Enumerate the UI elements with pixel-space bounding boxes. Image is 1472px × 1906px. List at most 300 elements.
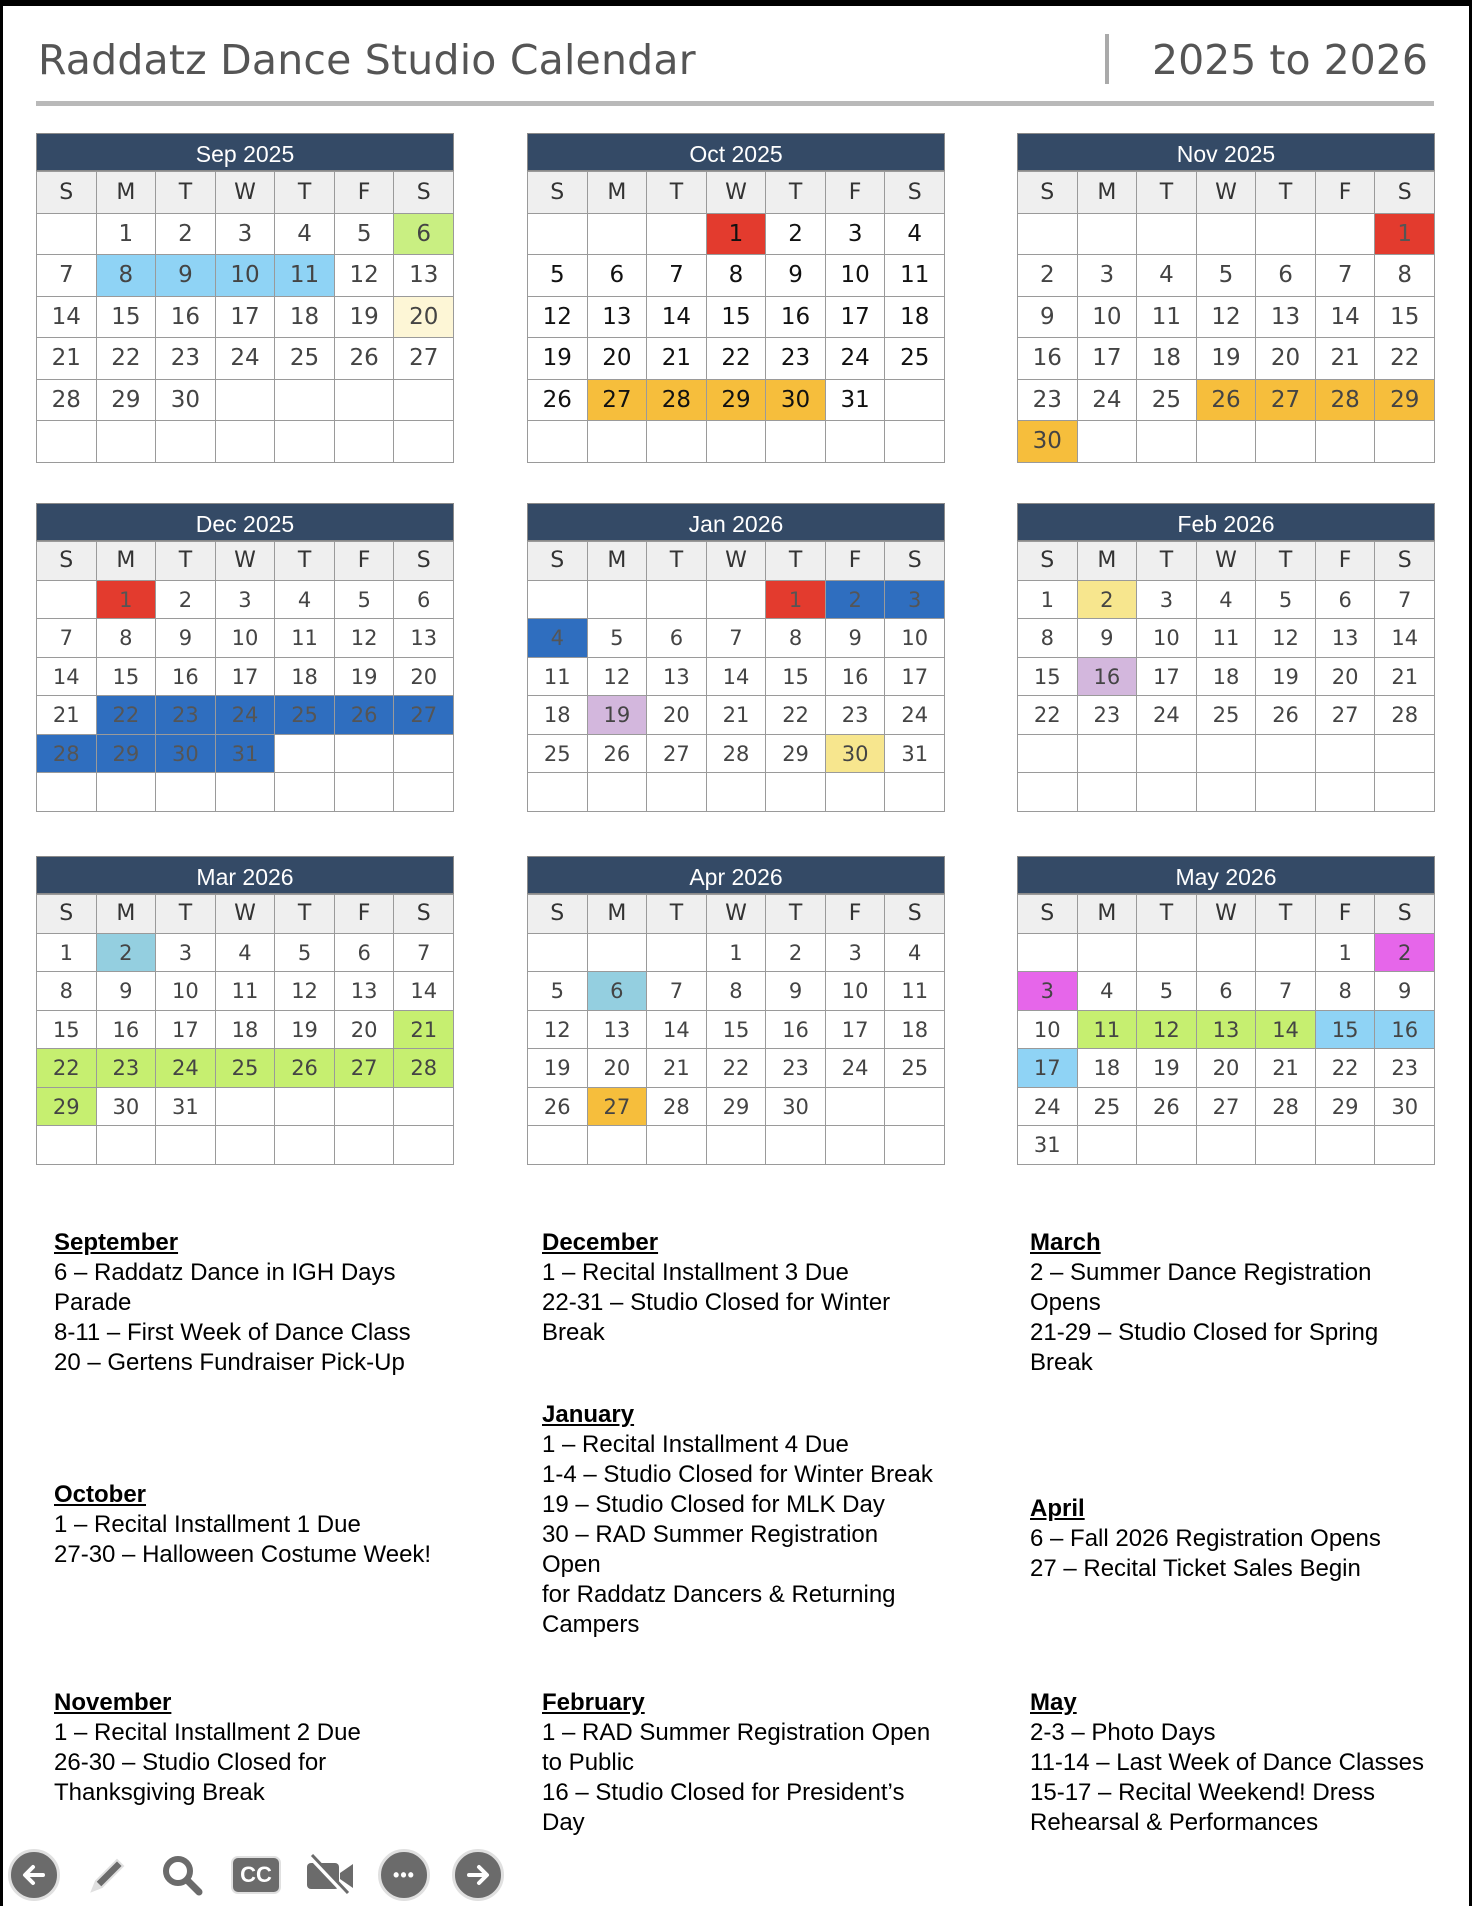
empty-cell xyxy=(1316,421,1376,463)
day-cell: 22 xyxy=(97,338,157,380)
day-cell: 17 xyxy=(1137,658,1197,697)
day-cell: 23 xyxy=(156,696,216,735)
day-cell: 23 xyxy=(766,1049,826,1088)
day-cell: 27 xyxy=(335,1049,395,1088)
empty-cell xyxy=(826,1088,886,1127)
day-cell: 27 xyxy=(647,735,707,774)
day-cell: 26 xyxy=(335,338,395,380)
day-cell: 8 xyxy=(1316,972,1376,1011)
month-day-grid xyxy=(36,894,454,1165)
day-cell: 3 xyxy=(826,934,886,973)
empty-cell xyxy=(37,773,97,812)
empty-cell xyxy=(156,773,216,812)
day-cell: 5 xyxy=(1256,581,1316,620)
day-cell: 23 xyxy=(97,1049,157,1088)
day-cell: 8 xyxy=(1375,255,1435,297)
day-cell: 27 xyxy=(588,380,648,422)
weekday-header: M xyxy=(97,172,157,214)
day-cell: 3 xyxy=(216,581,276,620)
empty-cell xyxy=(97,773,157,812)
legend-line: 15-17 – Recital Weekend! Dress xyxy=(1030,1779,1376,1806)
day-cell: 30 xyxy=(766,380,826,422)
weekday-header: T xyxy=(1137,895,1197,934)
day-cell: 5 xyxy=(588,619,648,658)
day-cell: 8 xyxy=(97,255,157,297)
month-calendar xyxy=(36,856,454,1165)
day-cell: 2 xyxy=(1078,581,1138,620)
month-day-grid xyxy=(1017,894,1435,1165)
weekday-header: F xyxy=(335,895,395,934)
day-cell: 19 xyxy=(335,297,395,339)
empty-cell xyxy=(588,934,648,973)
day-cell: 25 xyxy=(1078,1088,1138,1127)
page-title: Raddatz Dance Studio Calendar xyxy=(38,36,696,84)
day-cell: 3 xyxy=(826,214,886,256)
day-cell: 19 xyxy=(1256,658,1316,697)
weekday-header: S xyxy=(37,172,97,214)
legend-line: 2-3 – Photo Days xyxy=(1030,1719,1216,1746)
empty-cell xyxy=(1375,735,1435,774)
day-cell: 20 xyxy=(1256,338,1316,380)
day-cell: 11 xyxy=(216,972,276,1011)
empty-cell xyxy=(1375,1126,1435,1165)
day-cell: 12 xyxy=(1137,1011,1197,1050)
forward-button[interactable] xyxy=(452,1849,504,1901)
weekday-header: W xyxy=(216,895,276,934)
day-cell: 25 xyxy=(275,696,335,735)
legend-line: 1-4 – Studio Closed for Winter Break xyxy=(542,1461,933,1488)
day-cell: 17 xyxy=(826,1011,886,1050)
day-cell: 16 xyxy=(156,297,216,339)
day-cell: 2 xyxy=(156,214,216,256)
weekday-header: T xyxy=(275,542,335,581)
day-cell: 2 xyxy=(1375,934,1435,973)
legend-month-title: September xyxy=(54,1229,179,1256)
day-cell: 12 xyxy=(1197,297,1257,339)
day-cell: 15 xyxy=(97,658,157,697)
empty-cell xyxy=(37,1126,97,1165)
empty-cell xyxy=(37,421,97,463)
legend-line: Rehearsal & Performances xyxy=(1030,1809,1319,1836)
weekday-header: S xyxy=(37,542,97,581)
weekday-header: T xyxy=(647,172,707,214)
empty-cell xyxy=(588,773,648,812)
arrow-right-icon xyxy=(463,1860,493,1890)
legend-line: Parade xyxy=(54,1289,132,1316)
month-calendar xyxy=(1017,856,1435,1165)
day-cell: 15 xyxy=(97,297,157,339)
empty-cell xyxy=(647,581,707,620)
day-cell: 11 xyxy=(1197,619,1257,658)
day-cell: 4 xyxy=(275,581,335,620)
empty-cell xyxy=(1137,735,1197,774)
weekday-header: W xyxy=(707,542,767,581)
day-cell: 4 xyxy=(275,214,335,256)
day-cell: 10 xyxy=(1018,1011,1078,1050)
weekday-header: W xyxy=(1197,542,1257,581)
day-cell: 24 xyxy=(1078,380,1138,422)
legend-line: 11-14 – Last Week of Dance Classes xyxy=(1030,1749,1424,1776)
day-cell: 10 xyxy=(1137,619,1197,658)
video-button[interactable] xyxy=(304,1849,356,1901)
day-cell: 15 xyxy=(707,297,767,339)
day-cell: 8 xyxy=(97,619,157,658)
day-cell: 20 xyxy=(647,696,707,735)
day-cell: 10 xyxy=(885,619,945,658)
day-cell: 5 xyxy=(528,255,588,297)
empty-cell xyxy=(216,421,276,463)
day-cell: 6 xyxy=(588,972,648,1011)
empty-cell xyxy=(647,1126,707,1165)
empty-cell xyxy=(97,1126,157,1165)
empty-cell xyxy=(707,421,767,463)
weekday-header: T xyxy=(766,172,826,214)
day-cell: 22 xyxy=(1018,696,1078,735)
empty-cell xyxy=(1256,1126,1316,1165)
weekday-header: S xyxy=(528,172,588,214)
day-cell: 29 xyxy=(37,1088,97,1127)
title-divider xyxy=(1105,34,1109,84)
empty-cell xyxy=(885,421,945,463)
day-cell: 4 xyxy=(216,934,276,973)
month-calendar xyxy=(36,133,454,463)
weekday-header: M xyxy=(588,895,648,934)
day-cell: 21 xyxy=(37,696,97,735)
day-cell: 2 xyxy=(766,214,826,256)
weekday-header: S xyxy=(885,895,945,934)
day-cell: 30 xyxy=(156,380,216,422)
day-cell: 26 xyxy=(335,696,395,735)
legend-march xyxy=(1030,1228,1430,1378)
month-calendar xyxy=(1017,133,1435,463)
day-cell: 14 xyxy=(394,972,454,1011)
day-cell: 13 xyxy=(588,297,648,339)
month-title: Apr 2026 xyxy=(527,856,945,894)
day-cell: 21 xyxy=(1316,338,1376,380)
day-cell: 6 xyxy=(335,934,395,973)
day-cell: 13 xyxy=(335,972,395,1011)
day-cell: 14 xyxy=(647,297,707,339)
day-cell: 19 xyxy=(335,658,395,697)
empty-cell xyxy=(1316,773,1376,812)
day-cell: 7 xyxy=(1256,972,1316,1011)
empty-cell xyxy=(826,1126,886,1165)
day-cell: 2 xyxy=(156,581,216,620)
day-cell: 26 xyxy=(1137,1088,1197,1127)
day-cell: 22 xyxy=(37,1049,97,1088)
month-title: Jan 2026 xyxy=(527,503,945,541)
weekday-header: S xyxy=(1018,542,1078,581)
empty-cell xyxy=(37,214,97,256)
day-cell: 27 xyxy=(1256,380,1316,422)
day-cell: 20 xyxy=(588,338,648,380)
empty-cell xyxy=(1018,735,1078,774)
empty-cell xyxy=(394,1126,454,1165)
day-cell: 16 xyxy=(766,1011,826,1050)
day-cell: 9 xyxy=(156,255,216,297)
weekday-header: S xyxy=(394,172,454,214)
empty-cell xyxy=(647,421,707,463)
day-cell: 14 xyxy=(37,297,97,339)
weekday-header: F xyxy=(1316,895,1376,934)
day-cell: 19 xyxy=(528,338,588,380)
day-cell: 18 xyxy=(1197,658,1257,697)
day-cell: 10 xyxy=(216,255,276,297)
day-cell: 25 xyxy=(216,1049,276,1088)
more-button[interactable] xyxy=(378,1849,430,1901)
day-cell: 28 xyxy=(1316,380,1376,422)
empty-cell xyxy=(707,581,767,620)
day-cell: 6 xyxy=(1256,255,1316,297)
day-cell: 16 xyxy=(97,1011,157,1050)
weekday-header: M xyxy=(588,542,648,581)
empty-cell xyxy=(1375,773,1435,812)
month-day-grid xyxy=(1017,171,1435,463)
empty-cell xyxy=(1256,214,1316,256)
empty-cell xyxy=(216,773,276,812)
weekday-header: S xyxy=(1018,172,1078,214)
empty-cell xyxy=(275,735,335,774)
day-cell: 13 xyxy=(647,658,707,697)
legend-column-3 xyxy=(1030,1228,1450,1836)
weekday-header: S xyxy=(1375,895,1435,934)
legend-february xyxy=(542,1688,942,1838)
month-title: Sep 2025 xyxy=(36,133,454,171)
legend-september xyxy=(54,1228,454,1378)
legend-line: 2 – Summer Dance Registration xyxy=(1030,1259,1372,1286)
day-cell: 19 xyxy=(588,696,648,735)
legend-line: 30 – RAD Summer Registration Open xyxy=(542,1521,879,1578)
day-cell: 12 xyxy=(1256,619,1316,658)
day-cell: 7 xyxy=(1316,255,1376,297)
year-range: 2025 to 2026 xyxy=(1152,36,1428,84)
captions-button[interactable] xyxy=(230,1849,282,1901)
day-cell: 31 xyxy=(216,735,276,774)
day-cell: 30 xyxy=(1018,421,1078,463)
day-cell: 21 xyxy=(647,338,707,380)
day-cell: 1 xyxy=(37,934,97,973)
day-cell: 9 xyxy=(1078,619,1138,658)
day-cell: 28 xyxy=(394,1049,454,1088)
weekday-header: T xyxy=(275,895,335,934)
legend-line: 21-29 – Studio Closed for Spring xyxy=(1030,1319,1379,1346)
magnifier-icon xyxy=(158,1851,206,1899)
empty-cell xyxy=(37,581,97,620)
day-cell: 28 xyxy=(647,1088,707,1127)
empty-cell xyxy=(647,214,707,256)
more-icon: ••• xyxy=(393,1864,415,1885)
search-button[interactable] xyxy=(156,1849,208,1901)
day-cell: 3 xyxy=(1018,972,1078,1011)
day-cell: 1 xyxy=(1375,214,1435,256)
day-cell: 28 xyxy=(647,380,707,422)
day-cell: 30 xyxy=(1375,1088,1435,1127)
day-cell: 15 xyxy=(1375,297,1435,339)
legend-line: 16 – Studio Closed for President’s xyxy=(542,1779,905,1806)
empty-cell xyxy=(528,421,588,463)
day-cell: 6 xyxy=(588,255,648,297)
day-cell: 2 xyxy=(766,934,826,973)
day-cell: 18 xyxy=(216,1011,276,1050)
day-cell: 4 xyxy=(1197,581,1257,620)
empty-cell xyxy=(1078,735,1138,774)
day-cell: 11 xyxy=(275,255,335,297)
day-cell: 28 xyxy=(37,380,97,422)
day-cell: 13 xyxy=(588,1011,648,1050)
empty-cell xyxy=(588,214,648,256)
month-title: Feb 2026 xyxy=(1017,503,1435,541)
day-cell: 5 xyxy=(1197,255,1257,297)
day-cell: 8 xyxy=(766,619,826,658)
day-cell: 24 xyxy=(1018,1088,1078,1127)
weekday-header: T xyxy=(766,542,826,581)
weekday-header: T xyxy=(1256,542,1316,581)
day-cell: 25 xyxy=(885,338,945,380)
legend-line: 1 – RAD Summer Registration Open xyxy=(542,1719,931,1746)
weekday-header: W xyxy=(1197,172,1257,214)
day-cell: 26 xyxy=(1197,380,1257,422)
day-cell: 29 xyxy=(1375,380,1435,422)
legend-line: Break xyxy=(542,1319,605,1346)
legend-column-1 xyxy=(54,1228,474,1828)
empty-cell xyxy=(885,773,945,812)
weekday-header: M xyxy=(1078,895,1138,934)
empty-cell xyxy=(335,773,395,812)
day-cell: 28 xyxy=(1256,1088,1316,1127)
annotate-button[interactable] xyxy=(82,1849,134,1901)
day-cell: 15 xyxy=(1316,1011,1376,1050)
legend-line: 1 – Recital Installment 4 Due xyxy=(542,1431,849,1458)
day-cell: 17 xyxy=(1078,338,1138,380)
weekday-header: M xyxy=(1078,542,1138,581)
day-cell: 18 xyxy=(1137,338,1197,380)
empty-cell xyxy=(647,934,707,973)
month-calendar xyxy=(36,503,454,812)
day-cell: 5 xyxy=(335,214,395,256)
day-cell: 26 xyxy=(528,380,588,422)
empty-cell xyxy=(156,421,216,463)
empty-cell xyxy=(97,421,157,463)
day-cell: 12 xyxy=(275,972,335,1011)
weekday-header: S xyxy=(37,895,97,934)
day-cell: 3 xyxy=(1078,255,1138,297)
weekday-header: F xyxy=(335,172,395,214)
legend-month-title: December xyxy=(542,1229,659,1256)
day-cell: 20 xyxy=(1316,658,1376,697)
weekday-header: S xyxy=(394,895,454,934)
month-day-grid xyxy=(527,541,945,812)
day-cell: 21 xyxy=(647,1049,707,1088)
day-cell: 13 xyxy=(1316,619,1376,658)
empty-cell xyxy=(1197,214,1257,256)
day-cell: 1 xyxy=(707,214,767,256)
weekday-header: S xyxy=(1375,542,1435,581)
back-button[interactable] xyxy=(8,1849,60,1901)
day-cell: 21 xyxy=(707,696,767,735)
legend-line: 6 – Fall 2026 Registration Opens xyxy=(1030,1525,1381,1552)
weekday-header: F xyxy=(335,542,395,581)
day-cell: 27 xyxy=(588,1088,648,1127)
day-cell: 15 xyxy=(37,1011,97,1050)
day-cell: 8 xyxy=(1018,619,1078,658)
weekday-header: T xyxy=(156,895,216,934)
day-cell: 9 xyxy=(156,619,216,658)
day-cell: 9 xyxy=(1375,972,1435,1011)
empty-cell xyxy=(394,735,454,774)
empty-cell xyxy=(1256,934,1316,973)
day-cell: 24 xyxy=(156,1049,216,1088)
weekday-header: F xyxy=(1316,172,1376,214)
day-cell: 16 xyxy=(1018,338,1078,380)
day-cell: 24 xyxy=(216,338,276,380)
empty-cell xyxy=(394,421,454,463)
day-cell: 1 xyxy=(707,934,767,973)
legend-month-title: February xyxy=(542,1689,645,1716)
day-cell: 16 xyxy=(766,297,826,339)
empty-cell xyxy=(1018,214,1078,256)
day-cell: 5 xyxy=(528,972,588,1011)
day-cell: 12 xyxy=(588,658,648,697)
day-cell: 9 xyxy=(766,255,826,297)
day-cell: 1 xyxy=(766,581,826,620)
legend-line: 1 – Recital Installment 3 Due xyxy=(542,1259,849,1286)
day-cell: 24 xyxy=(826,338,886,380)
day-cell: 22 xyxy=(97,696,157,735)
day-cell: 6 xyxy=(394,214,454,256)
empty-cell xyxy=(528,581,588,620)
day-cell: 11 xyxy=(528,658,588,697)
legend-month-title: March xyxy=(1030,1229,1101,1256)
day-cell: 14 xyxy=(647,1011,707,1050)
legend-line: 27 – Recital Ticket Sales Begin xyxy=(1030,1555,1361,1582)
weekday-header: W xyxy=(216,542,276,581)
day-cell: 2 xyxy=(1018,255,1078,297)
month-title: May 2026 xyxy=(1017,856,1435,894)
day-cell: 18 xyxy=(885,297,945,339)
legend-line: 6 – Raddatz Dance in IGH Days xyxy=(54,1259,396,1286)
day-cell: 10 xyxy=(826,255,886,297)
day-cell: 27 xyxy=(1197,1088,1257,1127)
month-day-grid xyxy=(1017,541,1435,812)
day-cell: 7 xyxy=(1375,581,1435,620)
weekday-header: T xyxy=(1137,542,1197,581)
weekday-header: M xyxy=(97,542,157,581)
day-cell: 16 xyxy=(826,658,886,697)
day-cell: 12 xyxy=(335,255,395,297)
empty-cell xyxy=(528,773,588,812)
day-cell: 18 xyxy=(1078,1049,1138,1088)
day-cell: 20 xyxy=(335,1011,395,1050)
day-cell: 2 xyxy=(97,934,157,973)
day-cell: 27 xyxy=(1316,696,1376,735)
legend-line: 1 – Recital Installment 2 Due xyxy=(54,1719,361,1746)
legend-line: 26-30 – Studio Closed for xyxy=(54,1749,327,1776)
empty-cell xyxy=(335,735,395,774)
weekday-header: W xyxy=(216,172,276,214)
empty-cell xyxy=(275,421,335,463)
empty-cell xyxy=(1197,934,1257,973)
day-cell: 10 xyxy=(156,972,216,1011)
month-calendar xyxy=(527,503,945,812)
empty-cell xyxy=(1316,1126,1376,1165)
day-cell: 29 xyxy=(707,1088,767,1127)
legend-line: 1 – Recital Installment 1 Due xyxy=(54,1511,361,1538)
legend-line: Campers xyxy=(542,1611,640,1638)
empty-cell xyxy=(335,1088,395,1127)
empty-cell xyxy=(1137,421,1197,463)
day-cell: 31 xyxy=(156,1088,216,1127)
day-cell: 26 xyxy=(528,1088,588,1127)
